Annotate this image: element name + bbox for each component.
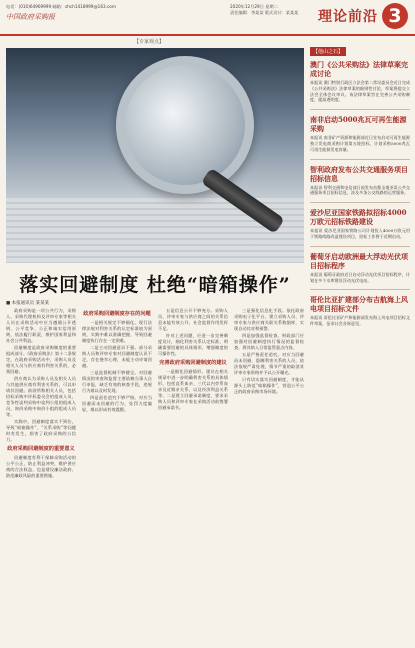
article-byline: ■ 本报通讯员 某某某 (6, 301, 50, 306)
subheading: 完善政府采购回避制度的建议 (159, 360, 227, 366)
sidebar-news-item (310, 165, 410, 197)
divider (310, 159, 410, 160)
sidebar-news-item (310, 115, 410, 152)
paragraph: 三是监督机制不够健全。对回避情况的审查和监督主要依赖当事人自行申报，缺乏有效的核查手段，违规行为难以及时发现。 (82, 370, 152, 393)
masthead: 中国政府采购报 (6, 13, 55, 21)
paragraph: 实践中，回避制度落实不到位，导致“暗箱操作”、“关系采购”等问题时有发生，损害了政府采购的公信力。 (6, 419, 76, 442)
paragraph: 针对上述问题，应进一步完善制度设计，细化利害关系认定标准，明确需要回避的具体情形，增强制度的可操作性。 (158, 333, 228, 356)
news-body: 本报讯 南非矿产资源和能源部近日宣布启动可再生能源独立发电商采购计划第五轮招标，计划采购5000兆瓦可再生能源发电容量。 (310, 135, 410, 152)
article-column-2 (82, 308, 152, 640)
article-column-4 (234, 308, 304, 640)
main-article (6, 38, 304, 642)
paragraph: 四是加强监督检查。财政部门应加强对回避制度执行情况的监督检查，将其纳入日常监管重点内容。 (234, 333, 304, 350)
date-line: 2020年12月29日 星期二 (230, 4, 278, 9)
article-headline: 落实回避制度 杜绝“暗箱操作” (19, 274, 291, 296)
news-body: 本报讯 哥伦比亚矿产和能源部发布海上风电项目招标文件草案，征求社会各界意见。 (310, 315, 410, 327)
divider (310, 202, 410, 203)
article-tagline: 【专家观点】 (134, 39, 165, 45)
sidebar-news-item (310, 208, 410, 240)
news-body: 本报讯 澳门特别行政区立法会第二常设委员会近日完成《公共采购法》法律草案的细则性讨论，草案将提交立法会全体会议审议。该法律草案旨在完善公共采购制度，提高透明度。 (310, 80, 410, 103)
paragraph: 五是严格责任追究。对应当回避而未回避、隐瞒利害关系的人员，依法依规严肃处理，情节严重的取消其评审专家资格并予以公开曝光。 (234, 352, 304, 375)
paragraph: 政府采购是一项公共行为，采购人、采购代理机构及评审专家等相关人员在采购活动中应当遵循公开透明、公平竞争、公正和诚实信用原则，依法履行职责，维护国家利益和社会公共利益。 (6, 308, 76, 343)
news-body: 本报讯 智利交通和电信部日前发布首都圣地亚哥公共交通服务项目招标信息，涉及多条公交线路的运营服务。 (310, 184, 410, 196)
divider (310, 109, 410, 110)
paragraph: 供应商认为采购人员及相关人员与其他供应商有利害关系的，可以申请其回避。前款所称相关人员，包括招标采购中评标委员会的组成人员，竞争性谈判采购中谈判小组的组成人员，询价采购中询价小组的组成人员等。 (6, 376, 76, 417)
news-title: 澳门《公共采购法》法律草案完成讨论 (310, 60, 408, 78)
sidebar-label: 【他山之石】 (310, 47, 346, 56)
paragraph: 四是责任追究不够严格。对应当回避而未回避的行为，处罚力度偏轻，难以形成有效震慑。 (82, 395, 152, 412)
sidebar-news-item (310, 252, 410, 284)
section-title: 理论前沿 (318, 9, 378, 25)
article-column-1 (6, 308, 76, 640)
paragraph: 二是主动回避意识不强。部分采购人员和评审专家对回避制度认识不足，存在侥幸心理，未能主动申请回避。 (82, 345, 152, 368)
news-title: 哥伦比亚扩建部分布吉航海上风电项目招标文件 (310, 295, 408, 314)
page-header (0, 0, 415, 36)
editor-line: 责任编辑：李某某 版式设计：某某某 (230, 10, 299, 15)
news-title: 爱沙尼亚国家铁路拟招标4000万欧元招标铁路建设 (310, 208, 407, 227)
contact-line: 电话：(010)64969999 邮箱：shch1418999@163.com (6, 4, 116, 9)
page-number-badge: 3 (382, 3, 408, 29)
paragraph: 只有切实落实回避制度，才能从源头上防范“暗箱操作”，营造公平公正的政府采购市场环境。 (234, 377, 304, 394)
paragraph: 五是信息公开不够充分。采购人员、评审专家与供应商之间的关系信息未能有效公开，社会监督作用发挥不足。 (158, 308, 228, 331)
paragraph: 回避制度有利于保障采购活动的公平公正，防止利益冲突，维护供应商的合法权益，也是建设廉洁政府、防范廉政风险的重要措施。 (6, 455, 76, 478)
news-body: 本报讯 葡萄牙政府近日启动浮动光伏项目招标程序，计划在多个水库建设浮动光伏电站。 (310, 271, 410, 283)
news-title: 南非启动5000兆瓦可再生能源采购 (310, 115, 407, 134)
magnifier-photo (6, 48, 304, 263)
news-body: 本报讯 爱沙尼亚国家铁路公司计划投入4000万欧元用于铁路线路改造建设项目，招标工作将于近期启动。 (310, 228, 410, 239)
article-column-3 (158, 308, 228, 640)
paragraph: 回避制度是政府采购制度的重要组成部分。《政府采购法》第十二条规定，在政府采购活动中，采购人员及相关人员与供应商有利害关系的，必须回避。 (6, 345, 76, 374)
magnifier-lens (116, 56, 254, 194)
divider (310, 246, 410, 247)
news-sidebar (310, 38, 410, 642)
sidebar-news-item (310, 295, 410, 327)
paragraph: 三是强化信息化手段。依托政府采购电子化平台，建立采购人员、评审专家与供应商关联关系数据库，实现自动比对和预警。 (234, 308, 304, 331)
divider (310, 289, 410, 290)
paragraph: 一是细化回避情形。建议在相关规章中进一步明确利害关系的具体情形，包括直系血亲、三代以内旁系血亲及近姻亲关系，以及经济利益关系等。二是建立回避承诺制度，要求采购人员和评审专家在采购活动前签署回避承诺书。 (158, 369, 228, 410)
news-title: 葡萄牙启动欧洲最大浮动光伏项目招标程序 (310, 251, 408, 270)
paragraph: 一是相关规定不够细化。现行法律法规对利害关系的认定标准较为原则，实践中难以准确把握，导致回避制度执行存在一定困难。 (82, 320, 152, 343)
subheading: 政府采购回避制度存在的问题 (83, 311, 151, 317)
news-title: 智利政府发布公共交通服务项目招标信息 (310, 164, 408, 183)
subheading: 政府采购回避制度的重要意义 (7, 446, 75, 452)
sidebar-news-item (310, 60, 410, 103)
